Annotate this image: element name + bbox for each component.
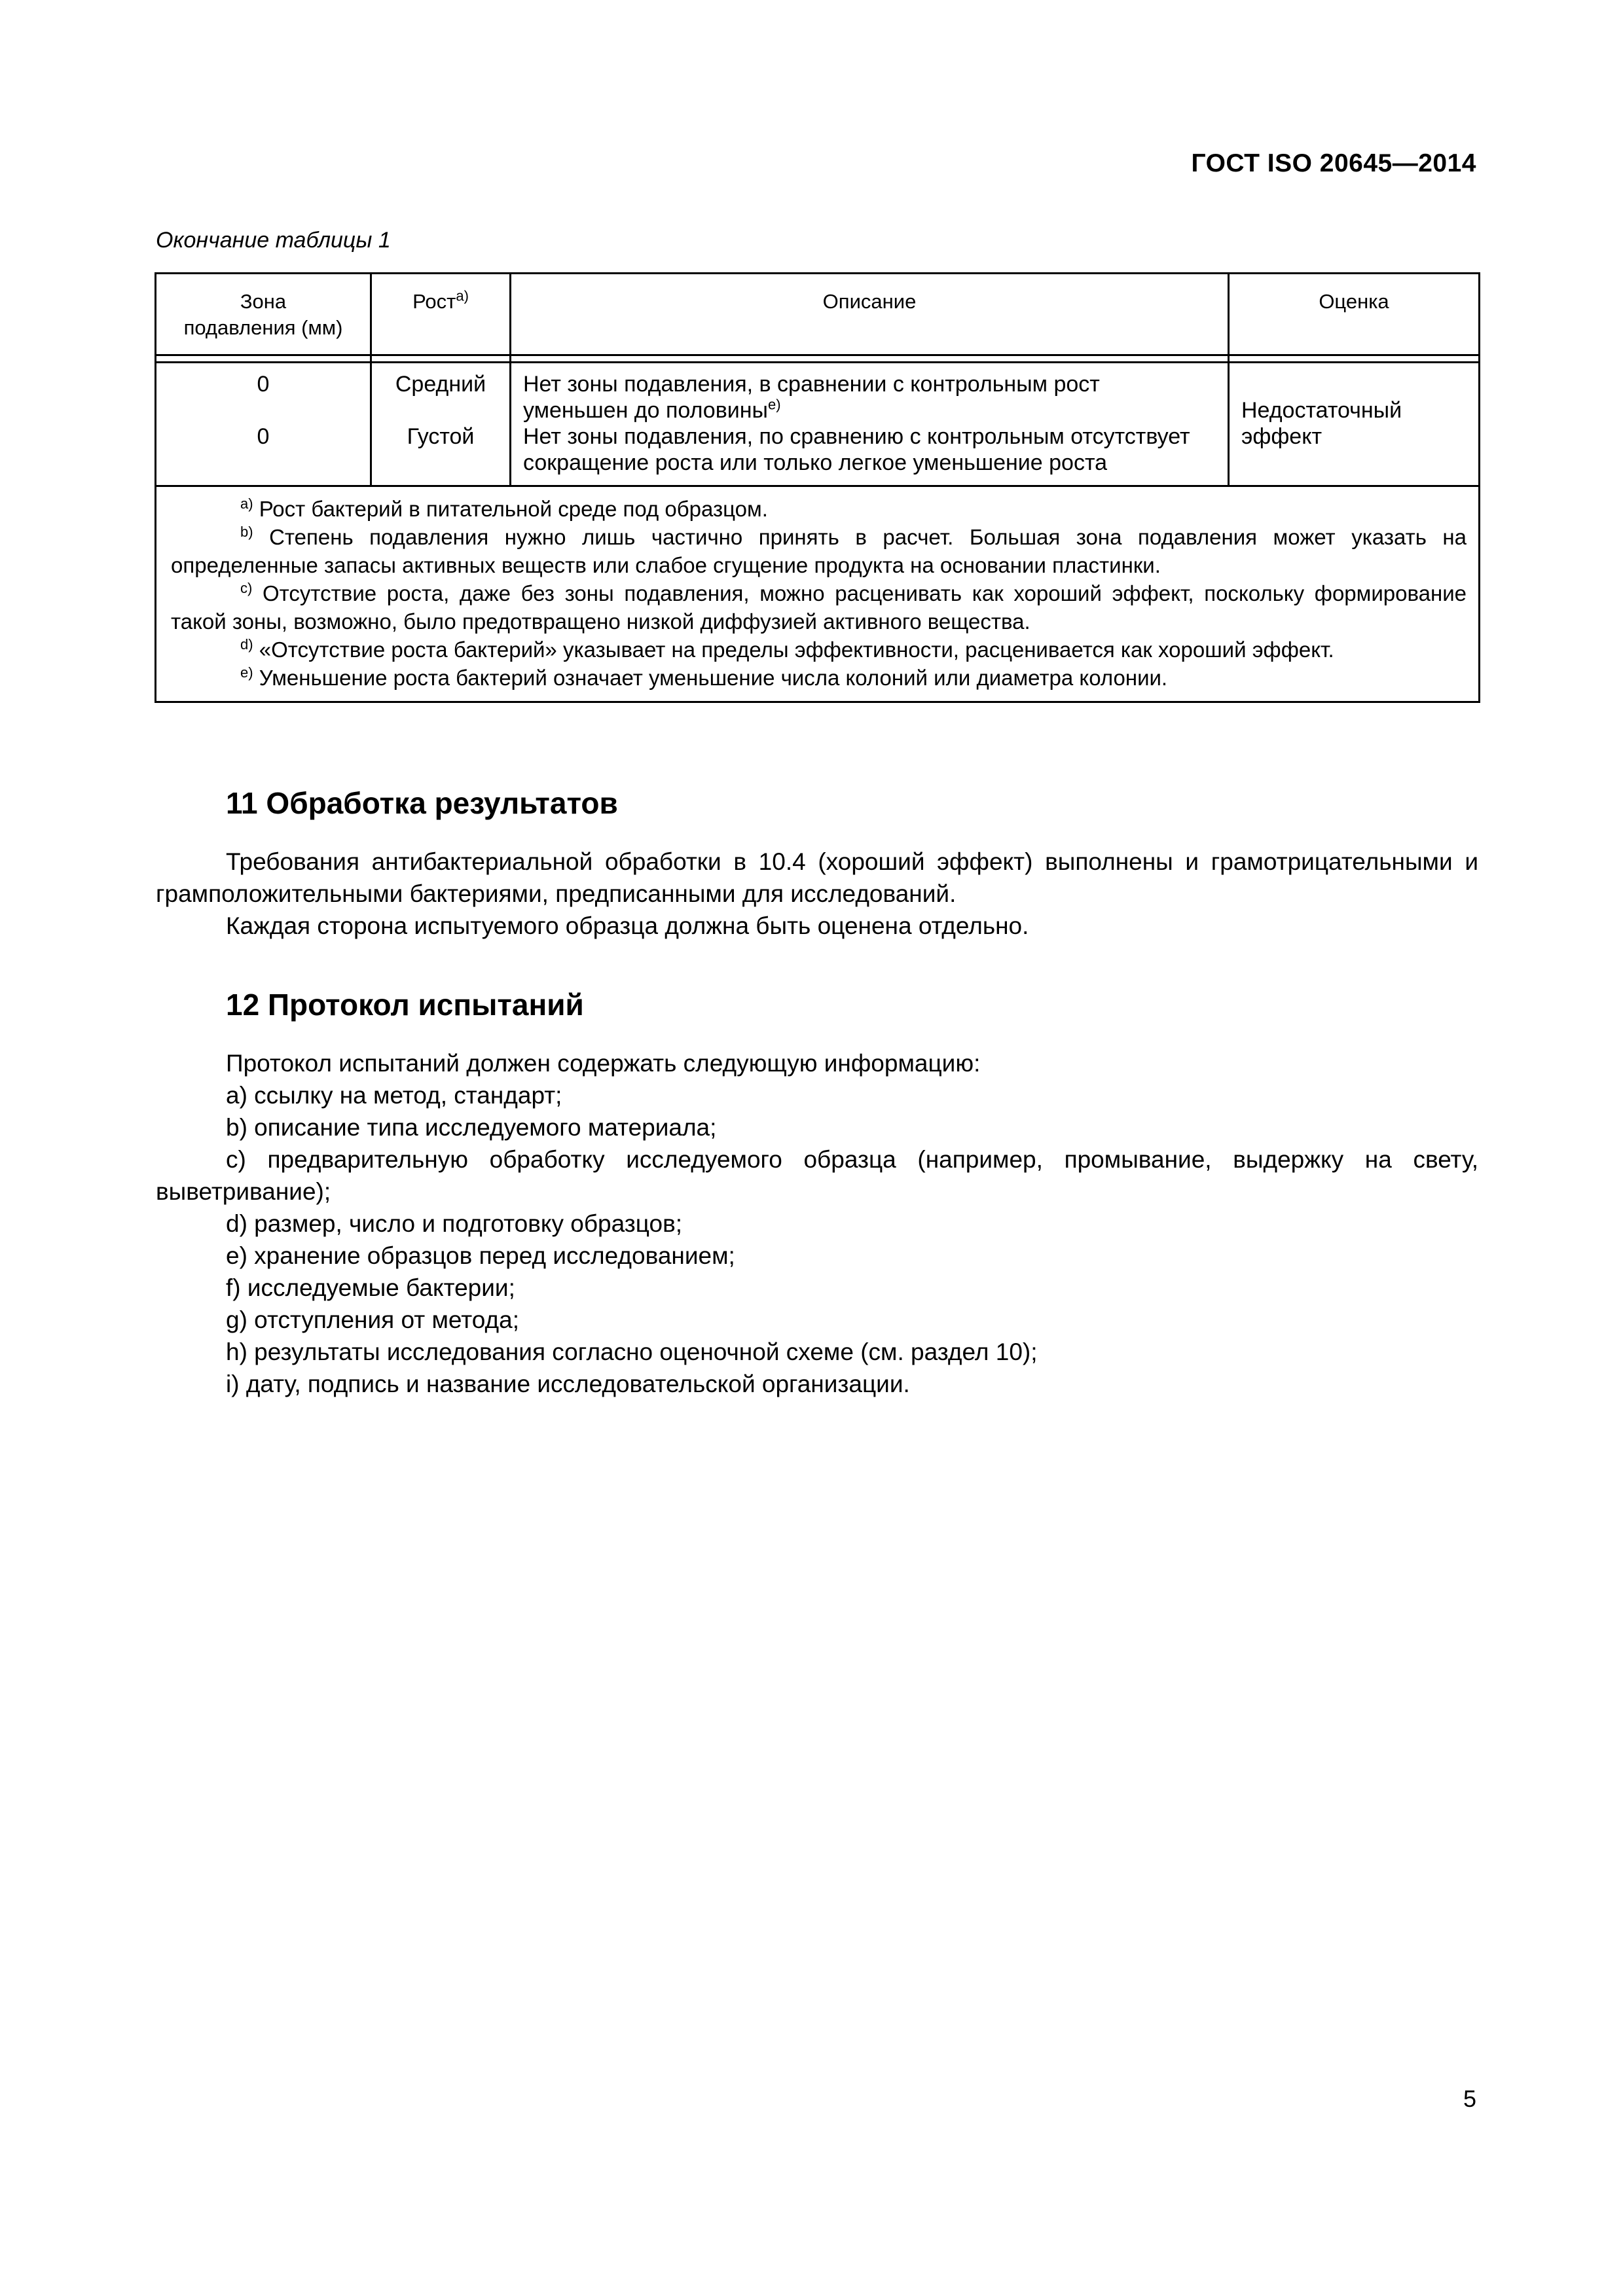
note-text: Рост бактерий в питательной среде под образцом. <box>259 497 768 521</box>
header-growth-footnote: a) <box>456 287 469 304</box>
zone-value-1: 0 <box>257 372 270 397</box>
header-evaluation: Оценка <box>1229 274 1480 355</box>
section-12-heading: 12 Протокол испытаний <box>226 988 584 1022</box>
table-note <box>171 664 1467 692</box>
description-1 <box>523 371 1208 423</box>
note-text: Степень подавления нужно лишь частично принять в расчет. Большая зона подавления может указать на определенные запасы активных веществ или слабое сгущение продукта на основании пластинки. <box>171 525 1467 577</box>
note-mark: b) <box>240 524 253 540</box>
list-item: f) исследуемые бактерии; <box>226 1274 515 1301</box>
growth-cell <box>371 363 511 486</box>
list-item: e) хранение образцов перед исследованием; <box>226 1242 735 1269</box>
list-item: a) ссылку на метод, стандарт; <box>226 1082 562 1109</box>
list-item: h) результаты исследования согласно оценочной схеме (см. раздел 10); <box>226 1338 1038 1365</box>
header-zone <box>156 274 371 355</box>
table-note <box>171 636 1467 664</box>
zone-value-2: 0 <box>257 424 270 449</box>
zone-cell <box>156 363 371 486</box>
list-item: g) отступления от метода; <box>226 1306 519 1333</box>
table-header-row <box>156 274 1480 355</box>
paragraph: Требования антибактериальной обработки в 10.4 (хороший эффект) выполнены и грамотрицательными и грамположительными бактериями, предписанными для исследований. <box>156 848 1478 907</box>
table-notes-row <box>156 486 1480 702</box>
description-1-footnote: e) <box>767 396 781 413</box>
note-mark: e) <box>240 664 253 681</box>
list-item: i) дату, подпись и название исследовательской организации. <box>226 1371 910 1397</box>
header-growth <box>371 274 511 355</box>
description-cell <box>511 363 1229 486</box>
header-growth-label: Рост <box>412 290 456 313</box>
header-zone-line2: подавления (мм) <box>183 316 343 339</box>
note-mark: d) <box>240 636 253 653</box>
note-text: Уменьшение роста бактерий означает уменьшение числа колоний или диаметра колонии. <box>259 666 1168 690</box>
paragraph: Каждая сторона испытуемого образца должна быть оценена отдельно. <box>226 912 1029 939</box>
page-number: 5 <box>1463 2085 1476 2112</box>
list-item: d) размер, число и подготовку образцов; <box>226 1210 683 1237</box>
table-note <box>171 495 1467 523</box>
document-code: ГОСТ ISO 20645—2014 <box>1191 149 1476 177</box>
section-11-heading: 11 Обработка результатов <box>226 786 618 820</box>
note-mark: c) <box>240 580 253 596</box>
header-zone-line1: Зона <box>240 290 287 313</box>
paragraph: Протокол испытаний должен содержать следующую информацию: <box>226 1050 981 1077</box>
list-item: b) описание типа исследуемого материала; <box>226 1114 717 1141</box>
note-text: Отсутствие роста, даже без зоны подавления, можно расценивать как хороший эффект, поскольку формирование такой зоны, возможно, было предотвращено низкой диффузией активного вещества. <box>171 581 1467 634</box>
header-description: Описание <box>511 274 1229 355</box>
note-text: «Отсутствие роста бактерий» указывает на пределы эффективности, расценивается как хороший эффект. <box>259 637 1334 662</box>
list-item: c) предварительную обработку исследуемого образца (например, промывание, выдержку на свету, выветривание); <box>156 1146 1478 1205</box>
table-caption: Окончание таблицы 1 <box>156 228 391 253</box>
table-notes <box>156 486 1480 702</box>
header-separator <box>156 355 1480 363</box>
section-11-body <box>156 846 1478 942</box>
section-12-body <box>156 1047 1478 1400</box>
description-1-text: Нет зоны подавления, в сравнении с контрольным рост уменьшен до половины <box>523 372 1100 423</box>
note-mark: a) <box>240 495 253 512</box>
results-table <box>155 272 1480 703</box>
growth-value-1: Средний <box>395 372 486 397</box>
table-note <box>171 523 1467 579</box>
table-row <box>156 363 1480 486</box>
table-note <box>171 579 1467 636</box>
description-2: Нет зоны подавления, по сравнению с контрольным отсутствует сокращение роста или только легкое уменьшение роста <box>523 424 1190 475</box>
growth-value-2: Густой <box>407 424 475 449</box>
evaluation-cell: Недостаточный эффект <box>1229 363 1480 486</box>
